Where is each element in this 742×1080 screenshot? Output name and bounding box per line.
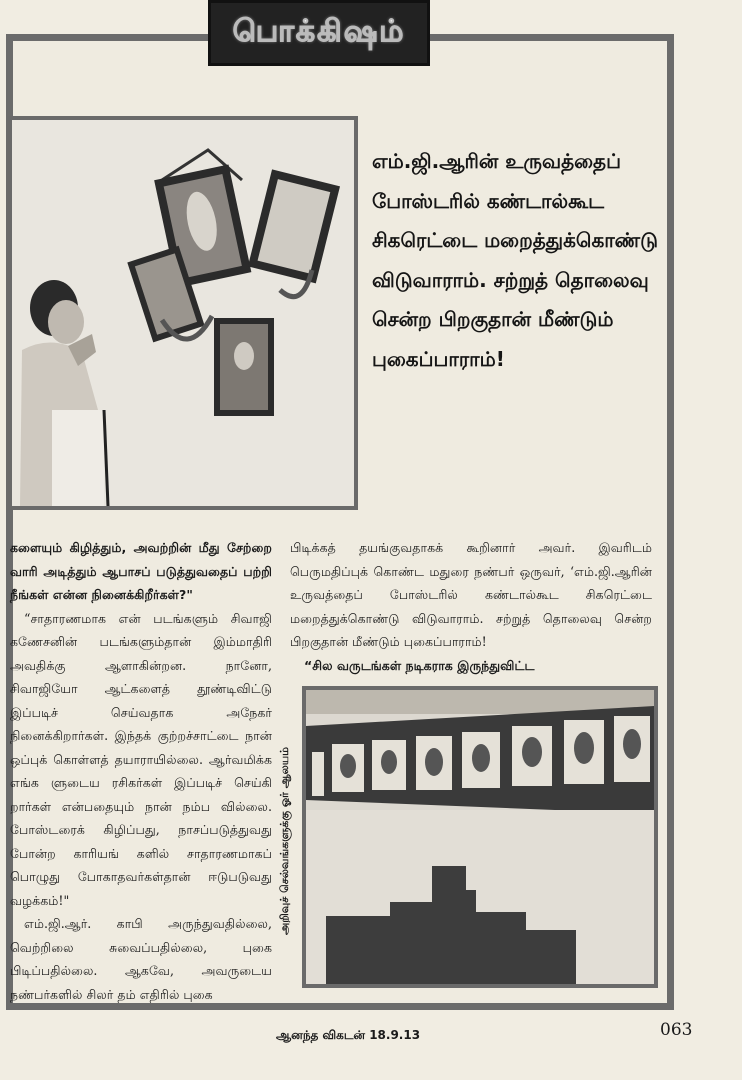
- body-paragraph: பிடிக்கத் தயங்குவதாகக் கூறினார் அவர். இவரிடம் பெருமதிப்புக் கொண்ட மதுரை நண்பர் ஒருவர், ‘எம்.ஜி.ஆரின் உருவத்தைப் போஸ்டரில் கண்டால்கூட சிகரெட்டை மறைத்துக்கொண்டு விடுவாராம். சற்றுத் தொலைவு சென்ற பிறகுதான் மீண்டும் புகைப்பாராம்!: [290, 540, 652, 649]
- article-left-column: [10, 536, 272, 1006]
- answer-paragraph: “சாதாரணமாக என் படங்களும் சிவாஜி கணேசனின் படங்களும்தான் இம்மாதிரி அவதிக்கு ஆளாகின்றன. நானோ, சிவாஜியோ ஆட்களைத் தூண்டிவிட்டு இப்படிச் செய்வதாக அநேகர் நினைக்கிறார்கள். இந்தக் குற்றச்சாட்டை நான் ஒப்புக் கொள்ளத் தயாராயில்லை. ஆர்வமிக்க எங்க ளுடைய ரசிகர்கள் இப்படிச் செய்கி றார்கள் என்பதையும் நான் நம்ப வில்லை. போஸ்டரைக் கிழிப்பது, நாசப்படுத்துவது போன்ற காரியங் களில் சாதாரணமாகப் பொழுது போகாதவர்கள்தான் ஈடுபடுவது வழக்கம்!": [10, 610, 272, 908]
- article-right-column: [290, 536, 652, 677]
- photo2-caption: அறிவுச் செல்வங்களுக்கு ஓர் ஆலயம்: [278, 747, 291, 936]
- body-paragraph: “சில வருடங்கள் நடிகராக இருந்துவிட்ட: [304, 657, 535, 673]
- photo-wall-of-portraits: [302, 686, 658, 988]
- footer-publication: ஆனந்த விகடன் 18.9.13: [276, 1028, 421, 1042]
- masthead-title: பொக்கிஷம்: [232, 13, 406, 49]
- photo-mgr-praying-illustration: [12, 120, 354, 506]
- photo-wall-illustration: [306, 690, 654, 984]
- question-text: களையும் கிழித்தும், அவற்றின் மீது சேற்றை வாரி அடித்தும் ஆபாசப் படுத்துவதைப் பற்றி நீங்கள் என்ன நினைக்கிறீர்கள்?": [10, 540, 272, 602]
- masthead: [208, 0, 430, 66]
- pull-quote: எம்.ஜி.ஆரின் உருவத்தைப் போஸ்டரில் கண்டால்கூட சிகரெட்டை மறைத்துக்கொண்டு விடுவாராம். சற்றுத் தொலைவு சென்ற பிறகுதான் மீண்டும் புகைப்பாராம்!: [372, 149, 658, 371]
- page-number: 063: [660, 1020, 693, 1040]
- body-paragraph: எம்.ஜி.ஆர். காபி அருந்துவதில்லை, வெற்றிலை சுவைப்பதில்லை, புகை பிடிப்பதில்லை. ஆகவே, அவருடைய நண்பர்களில் சிலர் தம் எதிரில் புகை: [10, 916, 272, 1002]
- photo-mgr-praying: [8, 116, 358, 510]
